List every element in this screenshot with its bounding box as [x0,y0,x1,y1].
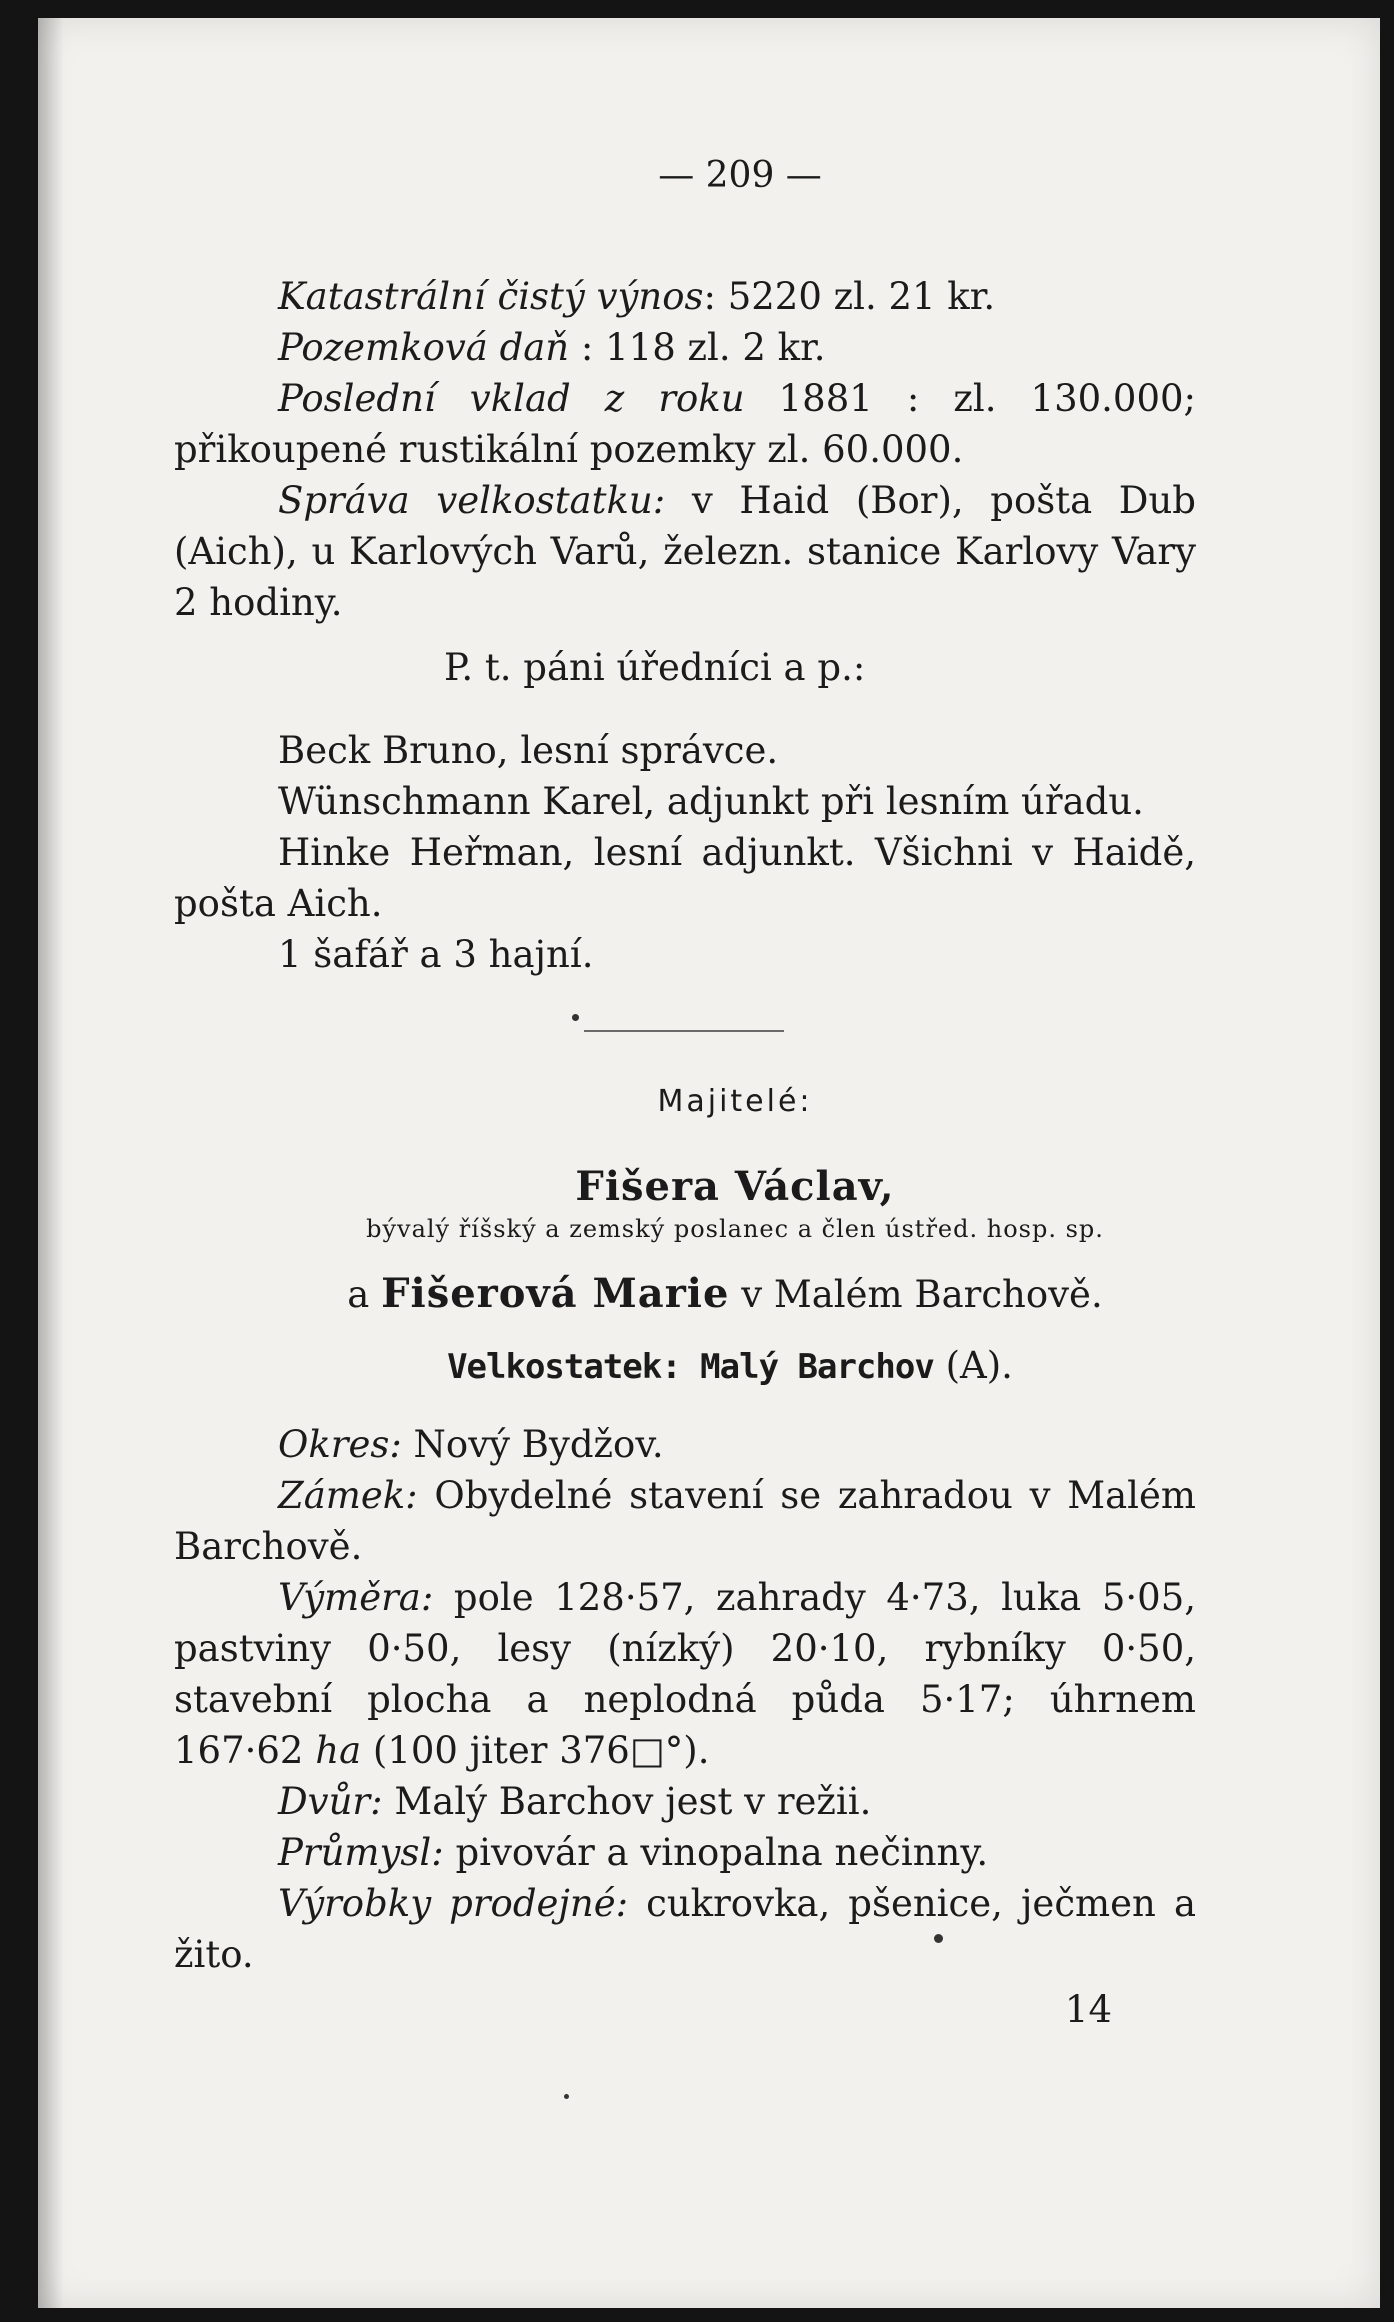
detail-label: Dvůr: [278,1780,383,1823]
section-divider [584,1030,784,1032]
administration-label: Správa velkostatku: [278,479,666,522]
detail-products [174,1878,1196,1980]
owner-name: Fišera Václav, [575,1163,895,1210]
detail-industry [174,1827,1196,1878]
detail-value: Nový Bydžov. [401,1423,664,1466]
detail-label: Okres: [278,1423,402,1466]
cadastral-value: : 5220 zl. 21 kr. [703,275,996,318]
detail-value: cukrovka, pšenice, ječmen a žito. [174,1882,1196,1976]
land-tax-value: : 118 zl. 2 kr. [569,326,826,369]
detail-label: Výrobky prodejné: [278,1882,629,1925]
detail-tail: (100 jiter 376□°). [361,1729,710,1772]
detail-area [174,1572,1196,1776]
spine-shadow [38,18,64,2308]
page-number: — 209 — [658,155,822,196]
owner-description: bývalý říšský a zemský poslanec a člen ústřed. hosp. sp. [366,1215,1104,1243]
staff-member: Beck Bruno, lesní správce. [278,729,779,772]
co-owner-prefix: a [347,1273,382,1316]
detail-castle [174,1470,1196,1572]
last-deposit-value: 1881 : zl. 130.000; přikoupené rustikální pozemky zl. 60.000. [174,377,1196,471]
co-owner-line [254,1268,1196,1320]
speck [934,1934,943,1943]
detail-value: pole 128·57, zahrady 4·73, luka 5·05, pastviny 0·50, lesy (nízký) 20·10, rybníky 0·50, stavební plocha a neplodná půda 5·17; úhrnem 167·62 [174,1576,1196,1772]
staff-heading: P. t. páni úředníci a p.: [444,646,866,689]
estate-label: Velkostatek: Malý Barchov [447,1347,934,1387]
last-deposit [174,373,1196,475]
page-text [174,150,1196,2035]
detail-label: Průmysl: [278,1831,444,1874]
administration-value: v Haid (Bor), pošta Dub (Aich), u Karlových Varů, železn. stanice Karlovy Vary 2 hodiny. [174,479,1196,624]
owners-label: Majitelé: [657,1084,813,1119]
last-deposit-label: Poslední vklad z roku [278,377,745,420]
cadastral-yield [174,271,1196,322]
staff-member: 1 šafář a 3 hajní. [278,933,594,976]
estate-administration [174,475,1196,628]
staff-member: Wünschmann Karel, adjunkt při lesním úřadu. [278,780,1144,823]
speck [564,2094,569,2099]
co-owner-name: Fišerová Marie [381,1270,730,1317]
estate-code: (A). [933,1344,1013,1387]
detail-value: pivovár a vinopalna nečinny. [443,1831,989,1874]
detail-value: Obydelné stavení se zahradou v Malém Barchově. [174,1474,1196,1568]
detail-unit: ha [315,1729,362,1772]
speck [572,1014,579,1021]
co-owner-suffix: v Malém Barchově. [729,1273,1103,1316]
detail-label: Zámek: [278,1474,418,1517]
cadastral-label: Katastrální čistý výnos [278,275,704,318]
detail-farmyard [174,1776,1196,1827]
detail-district [174,1419,1196,1470]
land-tax-label: Pozemková daň [278,326,570,369]
signature-mark: 14 [1064,1988,1112,2031]
detail-label: Výměra: [278,1576,434,1619]
staff-member: Hinke Heřman, lesní adjunkt. Všichni v Haidě, pošta Aich. [174,831,1196,925]
land-tax [174,322,1196,373]
detail-value: Malý Barchov jest v režii. [382,1780,872,1823]
estate-heading [264,1340,1196,1393]
